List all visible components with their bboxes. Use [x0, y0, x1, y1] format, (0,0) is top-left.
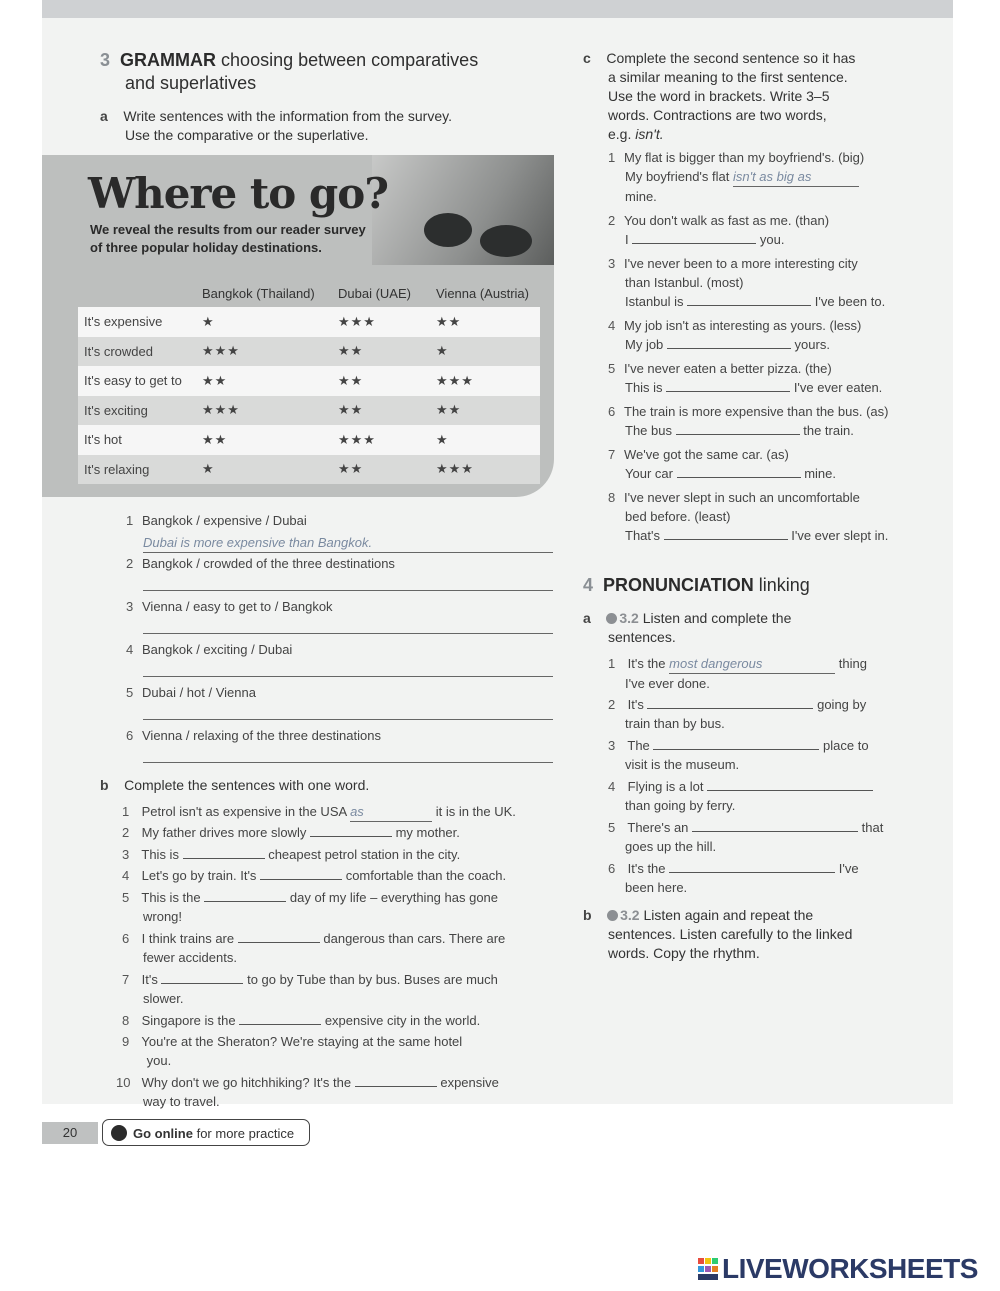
answer-blank[interactable]	[677, 464, 801, 478]
item-text: I've ever slept in.	[791, 528, 889, 543]
exercise-item	[608, 211, 829, 249]
section-title-line2: and superlatives	[125, 73, 257, 93]
item-text: dangerous than cars. There are	[323, 931, 506, 946]
table-row	[78, 366, 540, 396]
item-text: The bus	[625, 423, 672, 438]
instruction-line: Listen and complete the	[642, 610, 792, 626]
item-text: slower.	[143, 991, 184, 1006]
star-rating: ★★★	[430, 366, 540, 396]
item-number: 3	[608, 256, 616, 271]
item-prompt: Vienna / relaxing of the three destinations	[142, 728, 381, 743]
exercise-item	[608, 736, 869, 774]
item-number: 4	[608, 779, 616, 794]
table-row	[78, 425, 540, 455]
answer-blank[interactable]	[667, 335, 791, 349]
item-number: 3	[608, 738, 616, 753]
item-number: 8	[122, 1013, 130, 1028]
exercise-letter: c	[583, 50, 591, 66]
answer-blank[interactable]: isn't as big as	[733, 167, 859, 187]
instruction-line: Use the comparative or the superlative.	[125, 127, 369, 143]
exercise-item	[608, 777, 873, 815]
exercise-item	[608, 818, 883, 856]
answer-blank[interactable]	[238, 929, 320, 943]
item-text: visit is the museum.	[625, 757, 740, 772]
answer-blank[interactable]	[310, 823, 392, 837]
row-label: It's crowded	[78, 337, 196, 367]
item-number: 4	[126, 642, 134, 657]
item-prompt: Bangkok / exciting / Dubai	[142, 642, 293, 657]
exercise-item	[608, 695, 866, 733]
exercise-item	[122, 1011, 480, 1030]
star-rating: ★★	[196, 425, 332, 455]
item-number: 5	[608, 361, 616, 376]
instruction-line: Complete the sentences with one word.	[124, 777, 370, 793]
exercise-item	[122, 1032, 462, 1070]
section-4-heading	[583, 574, 810, 597]
item-number: 6	[608, 861, 616, 876]
item-prompt: I've never slept in such an uncomfortable	[624, 490, 860, 505]
instruction-line: a similar meaning to the first sentence.	[608, 69, 848, 85]
survey-title: Where to go?	[88, 169, 388, 218]
item-text: expensive city in the world.	[324, 1013, 481, 1028]
instruction-line: words. Contractions are two words,	[608, 107, 827, 123]
sunglasses-icon	[424, 213, 472, 247]
track-number: 3.2	[619, 610, 639, 626]
answer-line[interactable]	[143, 676, 553, 677]
star-rating: ★★★	[196, 337, 332, 367]
item-number: 2	[608, 213, 616, 228]
item-text: I've ever eaten.	[793, 380, 883, 395]
star-rating: ★★★	[196, 396, 332, 426]
item-prompt: I've never been to a more interesting city	[624, 256, 858, 271]
intro-line: We reveal the results from our reader survey	[90, 222, 366, 237]
answer-blank[interactable]	[647, 695, 813, 709]
exercise-item	[122, 845, 460, 864]
item-text: Let's go by train. It's	[141, 868, 257, 883]
section-number: 3	[100, 50, 111, 70]
online-label: for more practice	[196, 1126, 295, 1141]
item-text: my mother.	[395, 825, 460, 840]
item-text: cheapest petrol station in the city.	[268, 847, 461, 862]
sample-answer: Dubai is more expensive than Bangkok.	[143, 535, 373, 550]
item-text: mine.	[625, 189, 657, 204]
item-text: wrong!	[143, 909, 183, 924]
exercise-letter: b	[100, 777, 109, 793]
audio-icon[interactable]	[606, 613, 617, 624]
answer-blank[interactable]	[260, 866, 342, 880]
answer-line[interactable]	[143, 590, 553, 591]
exercise-item	[608, 654, 867, 693]
item-number: 2	[126, 556, 134, 571]
item-text: mine.	[804, 466, 836, 481]
item-text: Your car	[625, 466, 673, 481]
answer-blank[interactable]	[687, 292, 811, 306]
exercise-item	[122, 888, 498, 926]
intro-line: of three popular holiday destinations.	[90, 240, 322, 255]
online-label-bold: Go online	[133, 1126, 193, 1141]
exercise-item	[608, 488, 888, 545]
track-number: 3.2	[620, 907, 640, 923]
section-title: choosing between comparatives	[221, 50, 479, 70]
answer-blank[interactable]	[161, 970, 243, 984]
item-prompt: Vienna / easy to get to / Bangkok	[142, 599, 333, 614]
item-text: place to	[823, 738, 869, 753]
item-prompt: I've never eaten a better pizza. (the)	[624, 361, 832, 376]
table-row	[78, 396, 540, 426]
instruction-line: Complete the second sentence so it has	[606, 50, 856, 66]
item-text: expensive	[440, 1075, 499, 1090]
item-text: Petrol isn't as expensive in the USA	[141, 804, 347, 819]
star-rating: ★	[196, 307, 332, 337]
brand-name: LIVEWORKSHEETS	[722, 1253, 978, 1284]
survey-panel	[42, 155, 554, 497]
answer-blank[interactable]	[676, 421, 800, 435]
go-online-button[interactable]	[102, 1119, 310, 1146]
item-prompt: bed before. (least)	[625, 509, 731, 524]
answer-blank[interactable]	[355, 1073, 437, 1087]
item-text: My father drives more slowly	[141, 825, 307, 840]
item-number: 7	[608, 447, 616, 462]
cursor-icon	[111, 1125, 127, 1141]
exercise-item	[608, 359, 882, 397]
item-number: 10	[116, 1075, 131, 1090]
item-text: goes up the hill.	[625, 839, 717, 854]
item-prompt: We've got the same car. (as)	[624, 447, 789, 462]
instruction-line: sentences.	[608, 629, 676, 645]
star-rating: ★★	[430, 396, 540, 426]
exercise-item	[122, 970, 498, 1008]
item-number: 9	[122, 1034, 130, 1049]
instruction-line: e.g.	[608, 126, 632, 142]
star-rating: ★★	[332, 337, 430, 367]
item-text: This is	[141, 847, 179, 862]
item-number: 2	[122, 825, 130, 840]
table-row	[78, 307, 540, 337]
instruction-line: Write sentences with the information from the survey.	[123, 108, 452, 124]
item-number: 5	[608, 820, 616, 835]
star-rating: ★	[196, 455, 332, 485]
item-text: Why don't we go hitchhiking? It's the	[141, 1075, 352, 1090]
item-text: fewer accidents.	[143, 950, 237, 965]
item-text: There's an	[627, 820, 689, 835]
star-rating: ★	[430, 425, 540, 455]
table-header-row	[78, 279, 540, 307]
section-number: 4	[583, 575, 594, 595]
answer-line[interactable]	[143, 719, 553, 720]
answer-line[interactable]	[143, 633, 553, 634]
exercise-item	[608, 148, 864, 206]
item-number: 1	[126, 513, 134, 528]
item-number: 7	[122, 972, 130, 987]
survey-intro	[90, 221, 366, 257]
row-label: It's relaxing	[78, 455, 196, 485]
item-text: I've been to.	[814, 294, 886, 309]
answer-blank[interactable]: as	[350, 802, 432, 822]
item-prompt: My flat is bigger than my boyfriend's. (big)	[624, 150, 865, 165]
exercise-item	[122, 866, 506, 885]
item-prompt: Dubai / hot / Vienna	[142, 685, 256, 700]
item-text: It's the	[627, 861, 666, 876]
answer-blank[interactable]	[632, 230, 756, 244]
item-text: you.	[759, 232, 785, 247]
item-text: It's	[141, 972, 158, 987]
item-prompt: The train is more expensive than the bus. (as)	[624, 404, 889, 419]
answer-blank[interactable]	[653, 736, 819, 750]
column-header: Vienna (Austria)	[436, 285, 529, 301]
item-text: you.	[146, 1053, 172, 1068]
exercise-item	[126, 597, 333, 616]
exercise-item	[608, 402, 888, 440]
item-text: I	[625, 232, 629, 247]
item-number: 4	[608, 318, 616, 333]
answer-blank[interactable]	[669, 859, 835, 873]
item-prompt: Bangkok / expensive / Dubai	[142, 513, 307, 528]
item-text: I've	[838, 861, 859, 876]
column-header: Bangkok (Thailand)	[202, 285, 315, 301]
table-row	[78, 455, 540, 485]
item-number: 4	[122, 868, 130, 883]
item-text: My boyfriend's flat	[625, 169, 730, 184]
item-text: That's	[625, 528, 660, 543]
exercise-item	[126, 683, 256, 702]
star-rating: ★★★	[332, 307, 430, 337]
liveworksheets-logo-icon	[698, 1258, 718, 1280]
answer-blank[interactable]	[692, 818, 858, 832]
exercise-letter: a	[583, 610, 591, 626]
section-title-bold: GRAMMAR	[120, 50, 217, 70]
item-text: than going by ferry.	[625, 798, 736, 813]
answer-blank[interactable]	[204, 888, 286, 902]
exercise-item	[122, 823, 460, 842]
exercise-item	[126, 511, 307, 530]
section-title: linking	[758, 575, 810, 595]
item-text: Istanbul is	[625, 294, 684, 309]
answer-line[interactable]	[143, 762, 553, 763]
item-prompt: You don't walk as fast as me. (than)	[624, 213, 830, 228]
exercise-4b-instructions	[583, 906, 852, 963]
star-rating: ★★★	[430, 455, 540, 485]
instruction-line: words. Copy the rhythm.	[608, 945, 760, 961]
item-text: train than by bus.	[625, 716, 725, 731]
item-text: The	[627, 738, 650, 753]
exercise-item	[608, 445, 836, 483]
item-number: 6	[126, 728, 134, 743]
item-number: 5	[122, 890, 130, 905]
exercise-3c-instructions	[583, 49, 855, 144]
example-word: isn't.	[635, 126, 664, 142]
item-number: 2	[608, 697, 616, 712]
item-text: You're at the Sheraton? We're staying at the same hotel	[141, 1034, 463, 1049]
column-header	[78, 279, 196, 307]
survey-table	[78, 279, 540, 484]
item-text: It's the	[627, 656, 666, 671]
item-text: This is the	[141, 890, 201, 905]
item-text: going by	[817, 697, 867, 712]
item-text: I think trains are	[141, 931, 235, 946]
exercise-item	[116, 1073, 499, 1111]
exercise-letter: b	[583, 907, 592, 923]
star-rating: ★★	[332, 455, 430, 485]
item-text: I've ever done.	[625, 676, 710, 691]
item-text: It's	[627, 697, 644, 712]
section-title-bold: PRONUNCIATION	[603, 575, 754, 595]
item-text: way to travel.	[143, 1094, 220, 1109]
item-number: 5	[126, 685, 134, 700]
column-header: Dubai (UAE)	[338, 285, 411, 301]
item-text: been here.	[625, 880, 688, 895]
item-number: 3	[126, 599, 134, 614]
exercise-item	[122, 929, 505, 967]
instruction-line: Listen again and repeat the	[643, 907, 814, 923]
exercise-item	[126, 640, 292, 659]
item-text: the train.	[803, 423, 854, 438]
sunglasses-icon	[480, 225, 532, 257]
exercise-3a-instructions	[100, 107, 452, 145]
item-prompt: Bangkok / crowded of the three destinations	[142, 556, 395, 571]
answer-line[interactable]	[143, 533, 553, 553]
exercise-item	[122, 802, 516, 822]
exercise-item	[608, 254, 885, 311]
item-prompt: My job isn't as interesting as yours. (less)	[624, 318, 862, 333]
exercise-3b-instructions	[100, 776, 369, 795]
row-label: It's hot	[78, 425, 196, 455]
item-number: 1	[608, 150, 616, 165]
item-prompt: than Istanbul. (most)	[625, 275, 744, 290]
exercise-4a-instructions	[583, 609, 791, 647]
exercise-letter: a	[100, 108, 108, 124]
item-text: My job	[625, 337, 664, 352]
row-label: It's expensive	[78, 307, 196, 337]
star-rating: ★★★	[332, 425, 430, 455]
exercise-item	[126, 554, 395, 573]
star-rating: ★★	[332, 396, 430, 426]
answer-blank[interactable]	[707, 777, 873, 791]
item-text: it is in the UK.	[435, 804, 516, 819]
exercise-item	[608, 859, 859, 897]
holiday-photo	[372, 155, 554, 265]
item-number: 1	[608, 656, 616, 671]
item-number: 6	[608, 404, 616, 419]
item-number: 3	[122, 847, 130, 862]
item-text: Flying is a lot	[627, 779, 704, 794]
item-text: thing	[838, 656, 867, 671]
answer-blank[interactable]	[664, 526, 788, 540]
exercise-item	[126, 726, 381, 745]
page-number: 20	[42, 1122, 98, 1144]
instruction-line: Use the word in brackets. Write 3–5	[608, 88, 830, 104]
table-row	[78, 337, 540, 367]
answer-blank[interactable]	[666, 378, 790, 392]
answer-blank[interactable]: most dangerous	[669, 654, 835, 674]
item-text: yours.	[794, 337, 830, 352]
star-rating: ★	[430, 337, 540, 367]
instruction-line: sentences. Listen carefully to the linked	[608, 926, 853, 942]
item-text: Singapore is the	[141, 1013, 236, 1028]
exercise-item	[608, 316, 861, 354]
section-3-heading	[100, 49, 478, 95]
star-rating: ★★	[430, 307, 540, 337]
top-bar	[42, 0, 953, 18]
answer-blank[interactable]	[183, 845, 265, 859]
item-number: 6	[122, 931, 130, 946]
item-text: comfortable than the coach.	[345, 868, 507, 883]
item-text: to go by Tube than by bus. Buses are much	[247, 972, 498, 987]
star-rating: ★★	[332, 366, 430, 396]
item-text: that	[861, 820, 884, 835]
item-text: day of my life – everything has gone	[289, 890, 499, 905]
answer-blank[interactable]	[239, 1011, 321, 1025]
item-text: This is	[625, 380, 663, 395]
item-number: 8	[608, 490, 616, 505]
item-number: 1	[122, 804, 130, 819]
audio-icon[interactable]	[607, 910, 618, 921]
row-label: It's exciting	[78, 396, 196, 426]
star-rating: ★★	[196, 366, 332, 396]
row-label: It's easy to get to	[78, 366, 196, 396]
